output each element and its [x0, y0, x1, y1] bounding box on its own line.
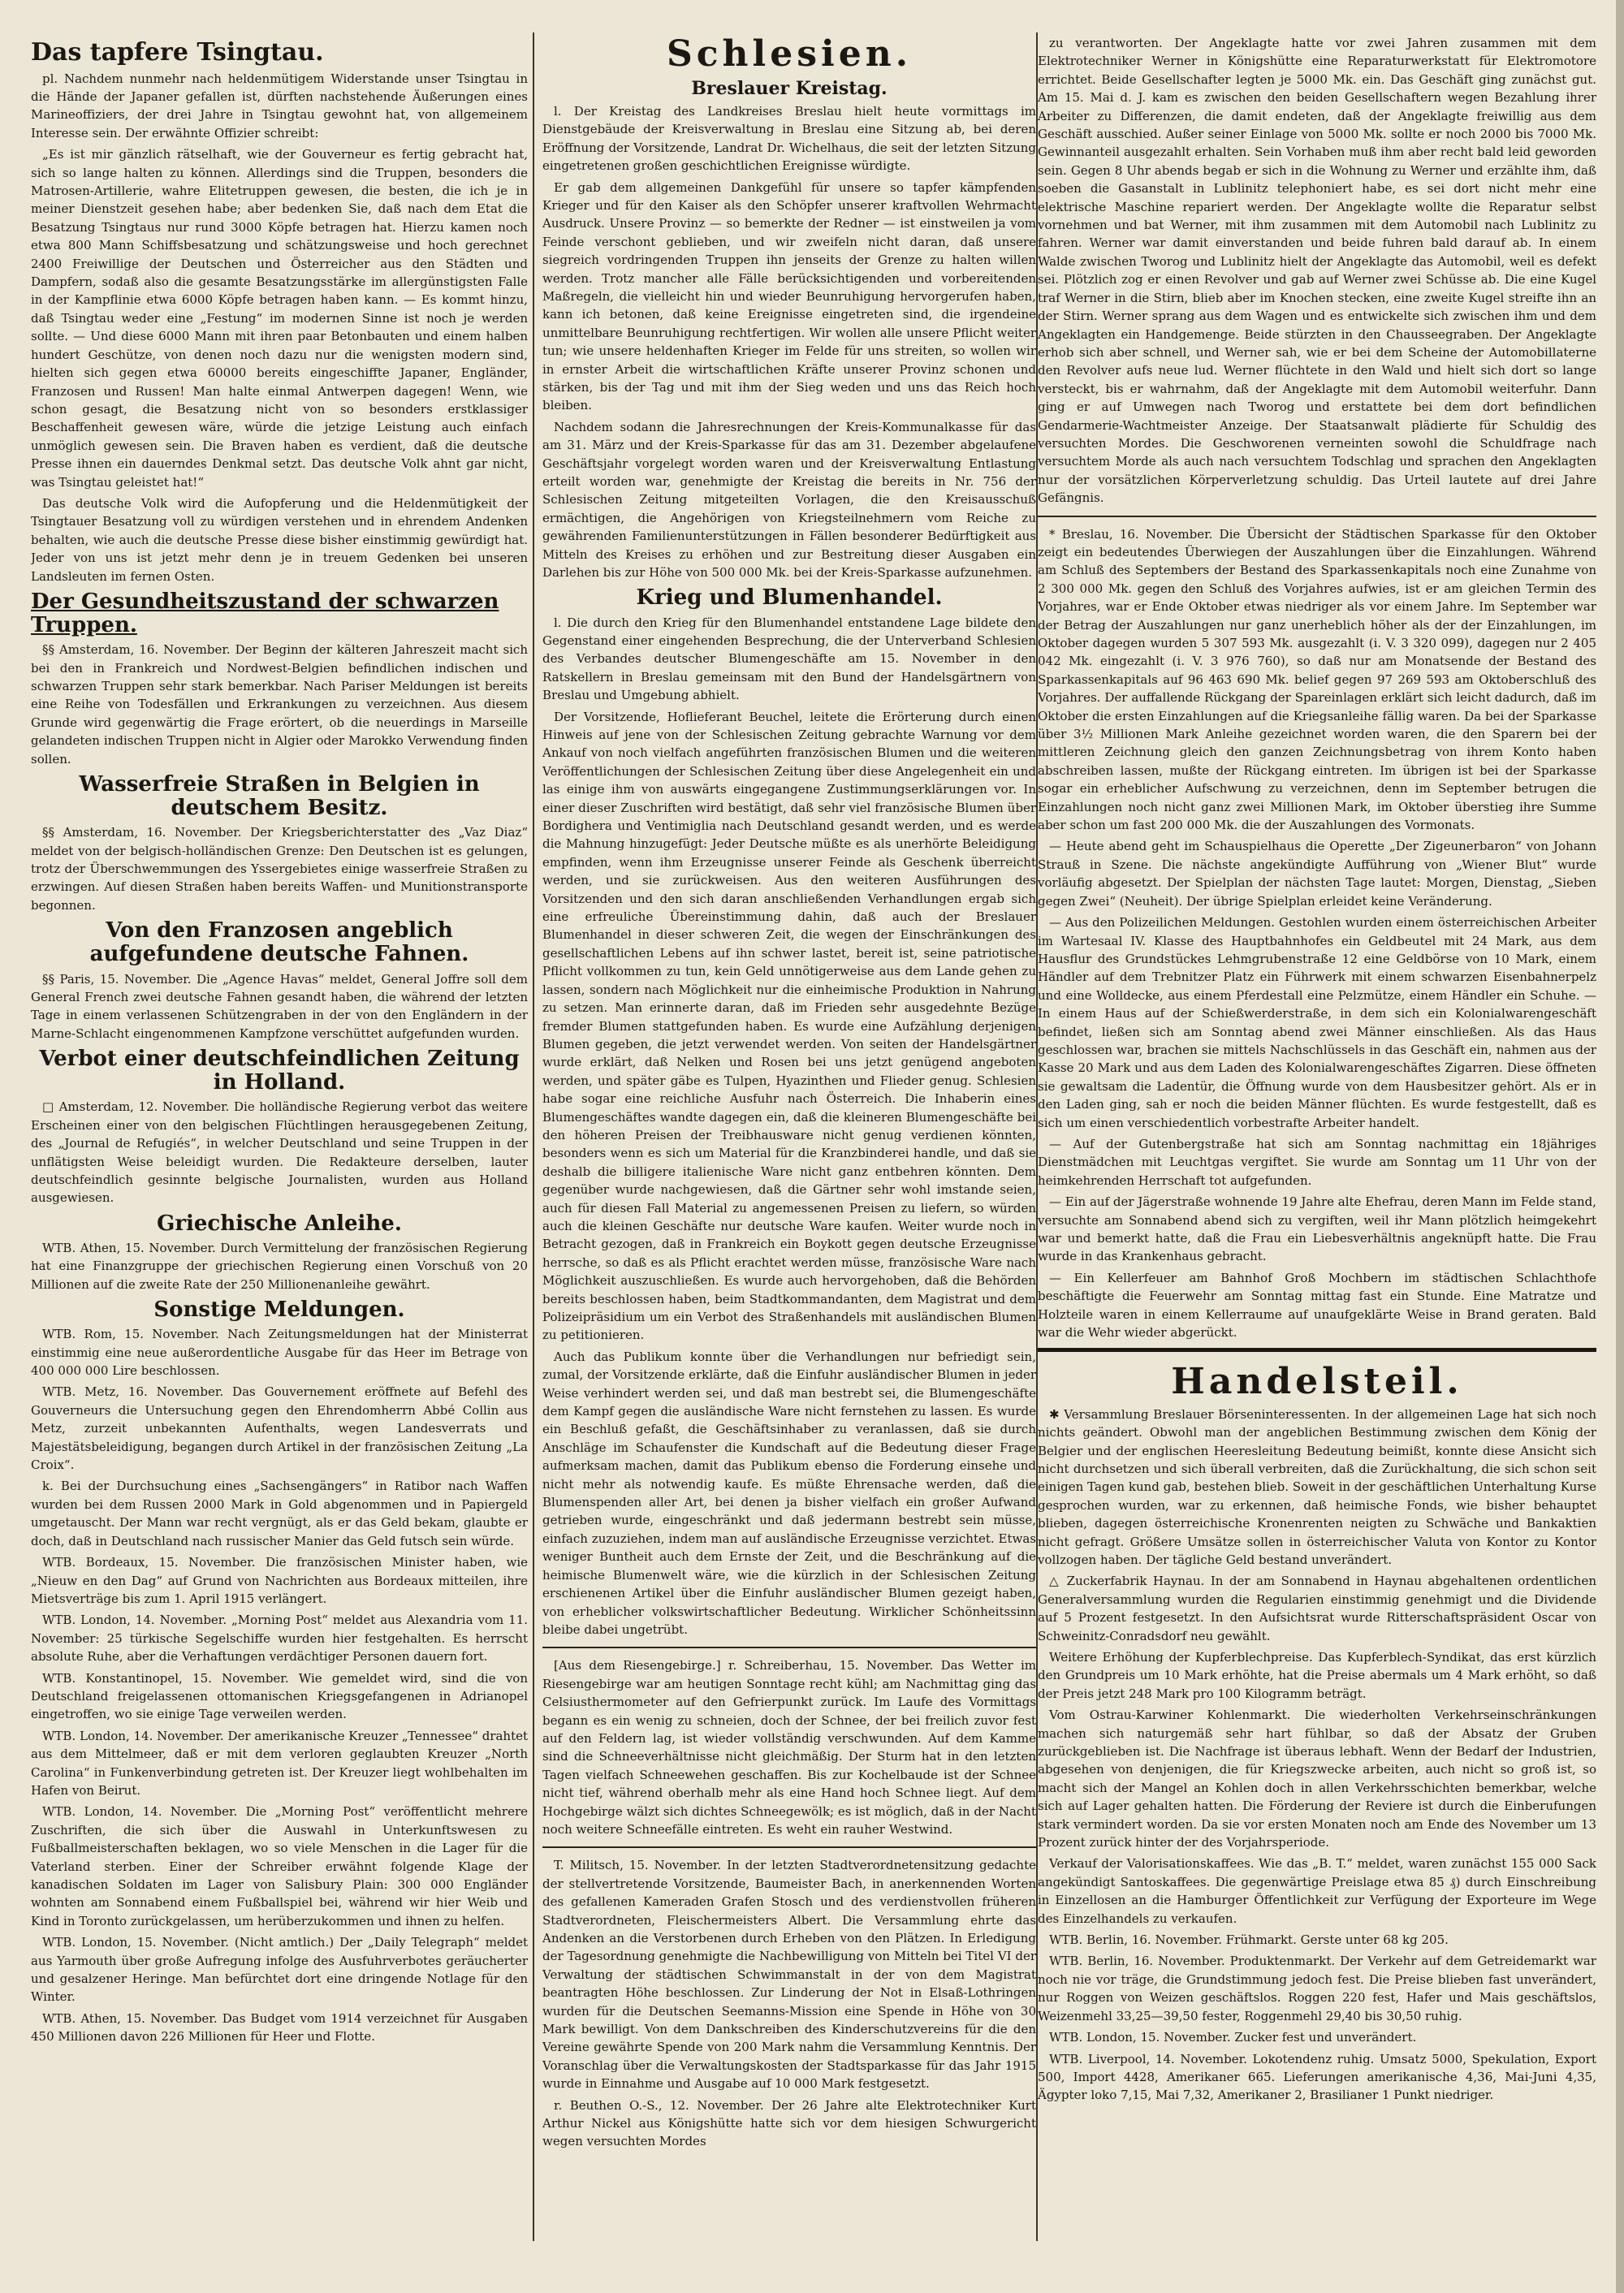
page-edge	[1616, 0, 1624, 2293]
article-paragraph: △ Zuckerfabrik Haynau. In der am Sonnabend in Haynau abgehaltenen ordentlichen Generalversammlung wurden die Regularien einstimmig genehmigt und die Dividende auf 5 Prozent festgesetzt. In den Aufsichtsrat wurde Ritterschaftspräsident Oscar von Schweinitz-Conradsdorf neu gewählt.	[1038, 1574, 1596, 1643]
column-right	[1038, 34, 1596, 2259]
headline: Von den Franzosen angeblich aufgefundene deutsche Fahnen.	[89, 918, 469, 967]
article-paragraph: * Breslau, 16. November. Die Übersicht der Städtischen Sparkasse für den Oktober zeigt ein bedeutendes Überwiegen der Auszahlungen über die Einzahlungen. Während am Schluß des Septembers der Bestand des Sparkassenkapitals noch eine Zunahme von 2 300 000 Mk. gegen den Schluß des Vorjahres aufwies, ist er am gleichen Termin des Vorjahres, war er Ende Oktober etwas niedriger als vor einem Jahre. Im September war der Betrag der Auszahlungen nur ganz unerheblich höher als der der Einzahlungen, im Oktober dagegen wurden 5 307 593 Mk. ausgezahlt (i. V. 3 320 099), dagegen nur 2 405 042 Mk. eingezahlt (i. V. 3 976 760), so daß nur am Monatsende der Bestand des Sparkassenkapitals auf 96 463 690 Mk. belief gegen 97 269 593 am Oktoberschluß des Vorjahres. Der auffallende Rückgang der Spareinlagen erklärt sich leicht dadurch, daß im Oktober die ersten Einzahlungen auf die Kriegsanleihe fällig waren. Da bei der Sparkasse über 3½ Millionen Mark Anleihe gezeichnet worden waren, die den Sparern bei der mittleren Zeichnung gleich den ganzen Zeichnungsbetrag von ihrem Konto haben abschreiben lassen, mußte der Rückgang eintreten. Im übrigen ist bei der Sparkasse sogar ein erheblicher Aufschwung zu verzeichnen, denn im September betrugen die Einzahlungen noch nicht ganz zwei Millionen Mark, im Oktober überstieg ihre Summe aber schon um fast 200 000 Mk. die der Auszahlungen des Vormonats.	[1038, 526, 1596, 833]
section-divider	[542, 1846, 1036, 1848]
article-paragraph: Nachdem sodann die Jahresrechnungen der Kreis-Kommunalkasse für das am 31. März und der Kreis-Sparkasse für das am 31. Dezember abgelaufene Geschäftsjahr vorgelegt worden waren und der Kreisverwaltung Entlastung erteilt worden war, genehmigte der Kreistag die bereits in Nr. 756 der Schlesischen Zeitung mitgeteilten Vorlagen, die den Kreisausschuß ermächtigen, die Angehörigen von Kriegsteilnehmern vom Reiche zu gewährenden Familienunterstützungen in Fällen besonderer Bedürftigkeit aus Mitteln des Kreises zu erhöhen und zur Bestreitung dieser Ausgaben ein Darlehen bis zur Höhe von 500 000 Mk. bei der Kreis-Sparkasse aufzunehmen.	[542, 419, 1036, 581]
article-paragraph: zu verantworten. Der Angeklagte hatte vor zwei Jahren zusammen mit dem Elektrotechniker Werner in Königshütte eine Reparaturwerkstatt für Elektromotore errichtet. Beide Gesellschafter legten je 5000 Mk. ein. Das Geschäft ging zunächst gut. Am 15. Mai d. J. kam es zwischen den beiden Gesellschaftern wegen Bezahlung ihrer Arbeiter zu Differenzen, die damit endeten, daß der Angeklagte freiwillig aus dem Geschäft ausschied. Außer seiner Einlage von 5000 Mk. sollte er noch 2000 bis 7000 Mk. Gewinnanteil ausgezahlt erhalten. Sein Vorhaben muß ihm aber recht bald leid geworden sein. Gegen 8 Uhr abends begab er sich in die Wohnung zu Werner und erzählte ihm, daß soeben die Gasanstalt in Lublinitz telephoniert habe, es sei dort nicht mehr eine elektrische Maschine repariert werden. Der Angeklagte wollte die Reparatur selbst vornehmen und bat Werner, mit ihm zusammen mit dem Automobil nach Lublinitz zu fahren. Werner war damit einverstanden und beide fuhren bald darauf ab. In einem Walde zwischen Tworog und Lublinitz hielt der Angeklagte das Automobil, weil es defekt sei. Plötzlich zog er einen Revolver und gab auf Werner zwei Schüsse ab. Die eine Kugel traf Werner in die Stirn, blieb aber im Knochen stecken, eine zweite Kugel streifte ihn an der Stirn. Werner sprang aus dem Wagen und es entwickelte sich zwischen ihm und dem Angeklagten ein Handgemenge. Beide stürzten in den Chausseegraben. Der Angeklagte erhob sich aber schnell, und Werner sah, wie er bei dem Scheine der Automobillaterne den Revolver aufs neue lud. Werner flüchtete in den Wald und hielt sich dort so lange versteckt, bis er wahrnahm, daß der Angeklagte mit dem Automobil weiterfuhr. Dann ging er auf Umwegen nach Tworog und erstattete bei dem dort befindlichen Gendarmerie-Wachtmeister Anzeige. Der Staatsanwalt plädierte für Schuldig des versuchten Mordes. Die Geschworenen verneinten sowohl die Schuldfrage nach versuchtem Morde als auch nach versuchtem Todschlag und sprachen den Angeklagten nur der vorsätzlichen Körperverletzung schuldig. Das Urteil lautete auf drei Jahre Gefängnis.	[1038, 36, 1596, 506]
headline: Krieg und Blumenhandel.	[636, 585, 943, 611]
article-paragraph: pl. Nachdem nunmehr nach heldenmütigem Widerstande unser Tsingtau in die Hände der Japaner gefallen ist, dürften nachstehende Äußerungen eines Marineoffiziers, der drei Jahre in Tsingtau gewohnt hat, von allgemeinem Interesse sein. Der erwähnte Offizier schreibt:	[31, 71, 528, 140]
article-paragraph: WTB. Berlin, 16. November. Produktenmarkt. Der Verkehr auf dem Getreidemarkt war noch nie vor träge, die Grundstimmung jedoch fest. Die Preise blieben fast unverändert, nur Roggen von Weizen geschäftslos. Roggen 220 fest, Hafer und Mais geschäftslos, Weizenmehl 33,25—39,50 fester, Roggenmehl 29,40 bis 30,50 ruhig.	[1038, 1954, 1596, 2023]
article-paragraph: WTB. Konstantinopel, 15. November. Wie gemeldet wird, sind die von Deutschland freigelassenen ottomanischen Kriegsgefangenen in Adrianopel eingetroffen, wo sie einige Tage verweilen werden.	[31, 1670, 528, 1722]
headline: Schlesien.	[666, 34, 913, 75]
column-left	[31, 34, 528, 2259]
section-divider-thick	[1038, 1348, 1596, 1352]
headline: Griechische Anleihe.	[157, 1211, 402, 1236]
article-paragraph: §§ Amsterdam, 16. November. Der Beginn der kälteren Jahreszeit macht sich bei den in Frankreich und Nordwest-Belgien befindlichen indischen und schwarzen Truppen sehr stark bemerkbar. Nach Pariser Meldungen ist bereits eine Reihe von Todesfällen und Erkrankungen zu verzeichnen. Aus diesem Grunde wird gegenwärtig die Frage erörtert, ob die neuerdings in Marseille gelandeten indischen Truppen nicht in Algier oder Marokko Verwendung finden sollen.	[31, 642, 528, 766]
article-paragraph: WTB. Bordeaux, 15. November. Die französischen Minister haben, wie „Nieuw en den Dag“ auf Grund von Nachrichten aus Bordeaux mitteilen, ihre Mietsverträge bis zum 1. April 1915 verlängert.	[31, 1555, 528, 1606]
article-paragraph: ✱ Versammlung Breslauer Börseninteressenten. In der allgemeinen Lage hat sich noch nichts geändert. Obwohl man der angeblichen Bestimmung zwischen dem König der Belgier und der englischen Heeresleitung Bedeutung beimißt, konnte diese Ansicht sich nicht durchsetzen und sich überall verbreiten, daß die Zurückhaltung, die sich schon seit einigen Tagen kund gab, bestehen blieb. Soweit in der geschäftlichen Unterhaltung Kurse gesprochen wurden, war zu erkennen, daß heimische Fonds, wie bisher behauptet blieben, dagegen österreichische Kronenrenten neigten zu Schwäche und Bankaktien nicht gefragt. Größere Umsätze sollen in österreichischer Valuta von Kontor zu Kontor vollzogen haben. Der tägliche Geld bestand unverändert.	[1038, 1406, 1596, 1567]
article-paragraph: §§ Amsterdam, 16. November. Der Kriegsberichterstatter des „Vaz Diaz“ meldet von der belgisch-holländischen Grenze: Den Deutschen ist es gelungen, trotz der Überschwemmungen des Yssergebietes einige wasserfreie Straßen zu erzwingen. Auf diesen Straßen haben bereits Waffen- und Munitionstransporte begonnen.	[31, 825, 528, 913]
article-paragraph: — Auf der Gutenbergstraße hat sich am Sonntag nachmittag ein 18jähriges Dienstmädchen mit Leuchtgas vergiftet. Sie wurde am Sonntag um 11 Uhr von der heimkehrenden Herrschaft tot aufgefunden.	[1038, 1136, 1596, 1188]
column-middle	[542, 34, 1036, 2259]
article-paragraph: WTB. Berlin, 16. November. Frühmarkt. Gerste unter 68 kg 205.	[1049, 1932, 1449, 1948]
article-paragraph: WTB. Athen, 15. November. Das Budget vom 1914 verzeichnet für Ausgaben 450 Millionen davon 226 Millionen für Heer und Flotte.	[31, 2010, 528, 2045]
article-paragraph: WTB. London, 14. November. Der amerikanische Kreuzer „Tennessee“ drahtet aus dem Mittelmeer, daß er mit dem verloren geglaubten Kreuzer „North Carolina“ in Funkenverbindung getreten ist. Der Kreuzer liegt wohlbehalten im Hafen von Beirut.	[31, 1728, 528, 1798]
article-paragraph: — Aus den Polizeilichen Meldungen. Gestohlen wurden einem österreichischen Arbeiter im Wartesaal IV. Klasse des Hauptbahnhofes ein Geldbeutel mit 24 Mark, aus dem Hausflur des Grundstückes Lehmgrubenstraße 12 eine Geldbörse von 10 Mark, einem Händler auf dem Trebnitzer Platz ein Führwerk mit einem schwarzen Eisenbahnerpelz und eine Wolldecke, aus einem Pferdestall eine Pelzmütze, einem Händler ein Schuhe. — In einem Haus auf der Schießwerderstraße, in dem sich ein Kolonialwarengeschäft befindet, ließen sich am Sonntag abend zwei Männer einschließen. Als das Haus geschlossen war, brachen sie mittels Nachschlüssels in das Geschäft ein, nahmen aus der Kasse 20 Mark und aus dem Laden des Kolonialwarengeschäftes Zigarren. Diese öffneten sie gewaltsam die Ladentür, die Öffnung wurde von dem Hausbesitzer gehört. Als er in den Laden ging, sah er noch die beiden Männer flüchten. Es wurde festgestellt, daß es sich um einen verschiedentlich vorbestrafte Arbeiter handelt.	[1038, 915, 1596, 1130]
article-paragraph: WTB. London, 14. November. Die „Morning Post“ veröffentlicht mehrere Zuschriften, die sich über die Auswahl in Unterkunftswesen zu Fußballmeisterschaften beklagen, wo so viele Menschen in die Lager für die Vaterland sterben. Einer der Schreiber erwähnt folgende Klage der kanadischen Soldaten im Lager von Salisbury Plain: 300 000 Engländer wohnten am Sonnabend einem Fußballspiel bei, während wir hier Weib und Kind in Toronto zurückgelassen, um herüberzukommen und ihnen zu helfen.	[31, 1804, 528, 1928]
article-paragraph: WTB. Athen, 15. November. Durch Vermittelung der französischen Regierung hat eine Finanzgruppe der griechischen Regierung einen Vorschuß von 20 Millionen auf die zweite Rate der 250 Millionenanleihe gewährt.	[31, 1240, 528, 1292]
headline: Handelsteil.	[1171, 1361, 1463, 1403]
article-paragraph: WTB. London, 15. November. (Nicht amtlich.) Der „Daily Telegraph“ meldet aus Yarmouth über große Aufregung infolge des Ausfuhrverbotes geräucherter und gesalzener Heringe. Man befürchtet dort eine dringende Notlage für den Winter.	[31, 1935, 528, 2005]
article-paragraph: WTB. Rom, 15. November. Nach Zeitungsmeldungen hat der Ministerrat einstimmig eine neue außerordentliche Ausgabe für das Heer im Betrage von 400 000 000 Lire beschlossen.	[31, 1327, 528, 1379]
article-paragraph: T. Militsch, 15. November. In der letzten Stadtverordnetensitzung gedachte der stellvertretende Vorsitzende, Baumeister Bach, in anerkennenden Worten des gefallenen Kameraden Grafen Stosch und des verdienstvollen früheren Stadtverordneten, Fleischermeisters Albert. Die Versammlung ehrte das Andenken an die Verstorbenen durch Erheben von den Plätzen. In Erledigung der Tagesordnung genehmigte die Nachbewilligung von Mitteln bei Titel VI der Verwaltung der städtischen Schwimmanstalt in der von dem Magistrat beantragten Höhe beschlossen. Zur Linderung der Not in Elsaß-Lothringen wurden für die Deutschen Seemanns-Mission eine Spende in Höhe von 30 Mark bewilligt. Von dem Dankschreiben des Kinderschutzvereins für die den Vereine gewährte Spende von 200 Mark nahm die Versammlung Kenntnis. Der Voranschlag über die Verwaltungskosten der Stadtsparkasse für das Jahr 1915 wurde in Einnahme und Ausgabe auf 10 000 Mark festgesetzt.	[542, 1858, 1036, 2092]
article-paragraph: l. Die durch den Krieg für den Blumenhandel entstandene Lage bildete den Gegenstand einer eingehenden Besprechung, die der Unterverband Schlesien des Verbandes deutscher Blumengeschäfte am 15. November in den Ratskellern in Breslau gemeinsam mit den Bund der Handelsgärtnern von Breslau und Umgebung abhielt.	[542, 615, 1036, 703]
section-divider	[542, 1647, 1036, 1648]
article-paragraph: Vom Ostrau-Karwiner Kohlenmarkt. Die wiederholten Verkehrseinschränkungen machen sich naturgemäß sehr hart fühlbar, so daß der Absatz der Gruben zurückgeblieben ist. Die Nachfrage ist überaus lebhaft. Wenn der Bedarf der Industrien, abgesehen von denjenigen, die für Kriegszwecke arbeiten, auch nicht so groß ist, so macht sich der Mangel an Kohlen doch in allen Verkehrsschichten bemerkbar, welche sich auf Lager gehalten hatten. Die Förderung der Reviere ist durch die Einberufungen stark vermindert worden. Da sie vor ersten Monaten noch am Ende des November um 13 Prozent zurück hinter der des Vorjahrsperiode.	[1038, 1708, 1596, 1850]
article-paragraph: WTB. Metz, 16. November. Das Gouvernement eröffnete auf Befehl des Gouverneurs die Untersuchung gegen den Ehrendomherrn Abbé Collin aus Metz, zurzeit unbekannten Aufenthalts, wegen Landesverrats und Majestätsbeleidigung, begangen durch Artikel in der französischen Zeitung „La Croix“.	[31, 1384, 528, 1473]
article-paragraph: WTB. London, 14. November. „Morning Post“ meldet aus Alexandria vom 11. November: 25 türkische Segelschiffe wurden hier festgehalten. Es herrscht absolute Ruhe, aber die Verhaftungen verdächtiger Personen dauern fort.	[31, 1613, 528, 1665]
column-rule	[533, 32, 534, 2241]
headline: Breslauer Kreistag.	[691, 78, 888, 100]
article-paragraph: k. Bei der Durchsuchung eines „Sachsengängers“ in Ratibor nach Waffen wurden bei dem Russen 2000 Mark in Gold abgenommen und in Papiergeld umgetauscht. Der Mann war recht vergnügt, als er das Geld bekam, glaubte er doch, daß in Deutschland nach russischer Manier das Geld futsch sein würde.	[31, 1479, 528, 1548]
headline: Sonstige Meldungen.	[153, 1298, 405, 1323]
article-paragraph: „Es ist mir gänzlich rätselhaft, wie der Gouverneur es fertig gebracht hat, sich so lange halten zu können. Allerdings sind die Truppen, besonders die Matrosen-Artillerie, wahre Elitetruppen gewesen, die besten, die ich je in meiner Dienstzeit gesehen habe; aber bedenken Sie, daß nach dem Etat die Besatzung Tsingtaus nur rund 3000 Köpfe betragen hat. Hierzu kamen noch etwa 800 Mann Schiffsbesatzung und schätzungsweise und hoch gerechnet 2400 Freiwillige der Deutschen und Österreicher aus den Städten und Dampfern, sodaß also die gesamte Besatzungsstärke im allergünstigsten Falle in der Kampflinie etwa 6000 Köpfe betragen haben kann. — Es kommt hinzu, daß Tsingtau weder eine „Festung“ im modernen Sinne ist noch je werden sollte. — Und diese 6000 Mann mit ihren paar Betonbauten und einem halben hundert Geschütze, von denen noch dazu nur die wenigsten modern sind, hielten sich gegen etwa 60000 bereits eingeschiffte Japaner, Engländer, Franzosen und Russen! Man halte einmal Antwerpen dagegen! Wenn, wie schon gesagt, die Besatzung nicht von so besonders erstklassiger Beschaffenheit gewesen wäre, würde die jetzige Leistung auch einfach unmöglich gewesen sein. Die Braven haben es verdient, daß die deutsche Presse ihnen ein dauerndes Denkmal setzt. Das deutsche Volk ahnt gar nicht, was Tsingtau geleistet hat!“	[31, 147, 528, 490]
headline: Das tapfere Tsingtau.	[31, 38, 324, 67]
article-paragraph: WTB. Liverpool, 14. November. Lokotendenz ruhig. Umsatz 5000, Spekulation, Export 500, Import 4428, Amerikaner 665. Lieferungen amerikanische 4,36, Mai-Juni 4,35, Ägypter loko 7,15, Mai 7,32, Amerikaner 2, Brasilianer 1 Punkt niedriger.	[1038, 2051, 1596, 2103]
headline: Verbot einer deutschfeindlichen Zeitung in Holland.	[39, 1047, 520, 1095]
article-paragraph: — Heute abend geht im Schauspielhaus die Operette „Der Zigeunerbaron“ von Johann Strauß in Szene. Die nächste angekündigte Aufführung von „Wiener Blut“ wurde vorläufig abgesetzt. Der Spielplan der nächsten Tage lautet: Morgen, Dienstag, „Sieben gegen Zwei“ (Neuheit). Der übrige Spielplan erleidet keine Veränderung.	[1038, 839, 1596, 909]
article-paragraph: Er gab dem allgemeinen Dankgefühl für unsere so tapfer kämpfenden Krieger und für den Kaiser als den Schöpfer unserer kraftvollen Wehrmacht Ausdruck. Unsere Provinz — so bemerkte der Redner — ist einstweilen ja vom Feinde verschont geblieben, und wir zweifeln nicht daran, daß unsere siegreich vordringenden Truppen ihn jenseits der Grenze zu halten willen werden. Trotz mancher alle Fälle berücksichtigenden und vorbereitenden Maßregeln, die vielleicht hin und wieder Beunruhigung hervorgerufen haben, kann ich betonen, daß keine Ereignisse eingetreten sind, die irgendeine unmittelbare Beunruhigung rechtfertigen. Wir wollen alle unsere Pflicht weiter tun; wie unsere heldenhaften Krieger im Felde für uns streiten, so wollen wir in ernster Arbeit die wirtschaftlichen Kräfte unserer Provinz schonen und stärken, bis der Tag und mit ihm der Sieg weden und uns das Reich hoch bleiben.	[542, 179, 1036, 413]
article-paragraph: Verkauf der Valorisationskaffees. Wie das „B. T.“ meldet, waren zunächst 155 000 Sack angekündigt Santoskaffees. Die gegenwärtige Preislage etwa 85 ₰) durch Einschreibung in Einzellosen an die Hamburger Öffentlichkeit zur Verfügung der Exporteure im Wege des Einzelhandels zu verkaufen.	[1038, 1856, 1596, 1926]
headline: Wasserfreie Straßen in Belgien in deutschem Besitz.	[79, 772, 480, 821]
article-paragraph: Weitere Erhöhung der Kupferblechpreise. Das Kupferblech-Syndikat, das erst kürzlich den Grundpreis um 10 Mark erhöhte, hat die Preise abermals um 4 Mark erhöht, so daß der Preis jetzt 248 Mark pro 100 Kilogramm beträgt.	[1038, 1649, 1596, 1701]
article-paragraph: — Ein auf der Jägerstraße wohnende 19 Jahre alte Ehefrau, deren Mann im Felde stand, versuchte am Sonnabend abend sich zu vergiften, weil ihr Mann plötzlich heimgekehrt war und bemerkt hatte, daß die Frau ein Liebesverhältnis angeknüpft hatte. Die Frau wurde in das Krankenhaus gebracht.	[1038, 1194, 1596, 1264]
article-paragraph: l. Der Kreistag des Landkreises Breslau hielt heute vormittags im Dienstgebäude der Kreisverwaltung in Breslau eine Sitzung ab, bei deren Eröffnung der Vorsitzende, Landrat Dr. Wichelhaus, die seit der letzten Sitzung eingetretenen großen geschichtlichen Ereignisse würdigte.	[542, 103, 1036, 174]
article-paragraph: — Ein Kellerfeuer am Bahnhof Groß Mochbern im städtischen Schlachthofe beschäftigte die Feuerwehr am Sonntag mittag fast ein Stunde. Eine Matratze und Holzteile waren in einem Kellerraume auf unaufgeklärte Weise in Brand geraten. Bald war die Wehr wieder abgerückt.	[1038, 1270, 1596, 1341]
article-paragraph: Das deutsche Volk wird die Aufopferung und die Heldenmütigkeit der Tsingtauer Besatzung voll zu würdigen verstehen und in ehrendem Andenken behalten, wie auch die deutsche Presse diese bisher einstimmig gewürdigt hat. Jeder von uns ist jetzt mehr denn je in treuem Gedenken bei unseren Landsleuten im fernen Osten.	[31, 495, 528, 584]
article-paragraph: Der Vorsitzende, Hoflieferant Beuchel, leitete die Erörterung durch einen Hinweis auf jene von der Schlesischen Zeitung gebrachte Warnung vor dem Ankauf von noch vielfach angeführten französischen Blumen und die weiteren Veröffentlichungen der Schlesischen Zeitung über diese Angelegenheit ein und las einige ihm von auswärts eingegangene Zustimmungserklärungen vor. In einer dieser Zuschriften wird bestätigt, daß sehr viel französische Blumen über Bordighera und Ventimiglia nach Deutschland gesandt werden, und es werde die Mahnung hinzugefügt: Jeder Deutsche müßte es als unerhörte Beleidigung empfinden, wenn ihm Erzeugnisse unserer Feinde als Geschenk überreicht werden, und sie zurückweisen. Aus den weiteren Ausführungen des Vorsitzenden und den sich daran anschließenden Verhandlungen ergab sich eine erfreuliche Übereinstimmung dahin, daß auch der Breslauer Blumenhandel in dieser schweren Zeit, die wegen der Einschränkungen des gesellschaftlichen Lebens auf ihn schwer lastet, bereit ist, seine patriotische Pflicht vollkommen zu tun, kein Geld unnötigerweise aus dem Lande gehen zu lassen, sondern nach Möglichkeit nur die einheimische Produktion in Nahrung zu setzen. Man erinnerte daran, daß im Frieden sehr ausgedehnte Bezüge fremder Blumen stattgefunden haben. Es wurde eine Aufzählung derjenigen Blumen gegeben, die jetzt verwendet werden. Von seiten der Handelsgärtner wurde erklärt, daß Nelken und Rosen bei uns jetzt genügend angeboten werden, und später gäbe es Tulpen, Hyazinthen und Flieder genug. Schlesien habe sogar eine reichliche Ausfuhr nach Österreich. Die Inhaberin eines Blumengeschäftes wandte dagegen ein, daß die kleineren Blumengeschäfte bei den höheren Preisen der Treibhausware nicht genug verdienen könnten, besonders wenn es sich um Material für die Kranzbinderei handle, und daß sie deshalb die billigere italienische Ware nicht ganz entbehren könnten. Dem gegenüber wurde nachgewiesen, daß die Gärtner sehr wohl imstande seien, auch für diesen Fall Material zu angemessenen Preisen zu liefern, so würden auch die kleinen Geschäfte nur deutsche Ware kaufen. Weiter wurde noch in Betracht gezogen, daß in Frankreich ein Boykott gegen deutsche Erzeugnisse herrsche, so daß es als Pflicht erachtet werden müsse, französische Ware nach Möglichkeit auszuschließen. Es wurde auch hervorgehoben, daß die Behörden bereits beschlossen haben, beim Stadtkommandanten, dem Magistrat und dem Polizeipräsidium um ein Verbot des Straßenhandels mit ausländischen Blumen zu petitionieren.	[542, 709, 1036, 1343]
article-paragraph: r. Beuthen O.-S., 12. November. Der 26 Jahre alte Elektrotechniker Kurt Arthur Nickel aus Königshütte hatte sich vor dem hiesigen Schwurgericht wegen versuchten Mordes	[542, 2097, 1036, 2149]
article-paragraph: □ Amsterdam, 12. November. Die holländische Regierung verbot das weitere Erscheinen einer von den belgischen Flüchtlingen herausgegebenen Zeitung, des „Journal de Refugiés“, in welcher Deutschland und seine Truppen in der unflätigsten Weise beleidigt wurden. Die Redakteure derselben, lauter deutschfeindlich gesinnte belgische Journalisten, wurden aus Holland ausgewiesen.	[31, 1099, 528, 1206]
article-paragraph: WTB. London, 15. November. Zucker fest und unverändert.	[1049, 2030, 1417, 2045]
headline: Der Gesundheitszustand der schwarzen Truppen.	[31, 589, 499, 638]
article-paragraph: Auch das Publikum konnte über die Verhandlungen nur befriedigt sein, zumal, der Vorsitzende erklärte, daß die Einfuhr ausländischer Blumen in jeder Weise verhindert werden sei, und daß man bestrebt sei, die Blumengeschäfte dem Kampf gegen die ausländische Ware nicht fernstehen zu lassen. Es wurde ein Beschluß gefaßt, die Geschäftsinhaber zu veranlassen, daß sie durch Anschläge im Schaufenster die Kundschaft auf die Bedeutung dieser Frage aufmerksam machen, damit das Publikum ebenso die Forderung einsehe und nicht mehr als notwendig kaufe. Es müßte Ehrensache werden, daß die Blumenspenden aller Art, bei denen ja bisher vielfach ein großer Aufwand getrieben wurde, eingeschränkt und daß jedermann bestrebt sein müsse, einfach zuzuziehen, indem man auf ausländische Erzeugnisse verzichtet. Etwas weniger Buntheit auch dem Ernste der Zeit, und die Beschränkung auf die heimische Blumenwelt wäre, wie die kürzlich in der Schlesischen Zeitung erschienenen Artikel über die Einfuhr ausländischer Blumen gezeigt haben, von erheblicher volkswirtschaftlicher Bedeutung. Wirklicher Schönheitssinn bleibe dabei ungetrübt.	[542, 1349, 1036, 1637]
article-paragraph: [Aus dem Riesengebirge.] r. Schreiberhau, 15. November. Das Wetter im Riesengebirge war am heutigen Sonntage recht kühl; am Nachmittag ging das Celsiusthermometer auf den Gefrierpunkt zurück. Im Laufe des Vormittags begann es ein wenig zu schneien, doch der Schnee, der bei freilich zuvor fest auf den Feldern lag, ist wieder vollständig verschwunden. Auf dem Kamme sind die Schneeverhältnisse nicht gleichmäßig. Der Sturm hat in den letzten Tagen vielfach Schneewehen geschaffen. Bis zur Kochelbaude ist der Schnee nicht tief, während oberhalb mehr als eine Hand hoch Schnee liegt. Auf dem Hochgebirge wälzt sich dichtes Schneegewölk; es ist möglich, daß in der Nacht noch weitere Schneefälle eintreten. Es weht ein rauher Westwind.	[542, 1658, 1036, 1837]
section-divider	[1038, 516, 1596, 517]
article-paragraph: §§ Paris, 15. November. Die „Agence Havas“ meldet, General Joffre soll dem General French zwei deutsche Fahnen gesandt haben, die während der letzten Tage in einem verlassenen Schützengraben in der von den Engländern in der Marne-Schlacht eingenommenen Kampfzone verschüttet aufgefunden wurden.	[31, 971, 528, 1041]
